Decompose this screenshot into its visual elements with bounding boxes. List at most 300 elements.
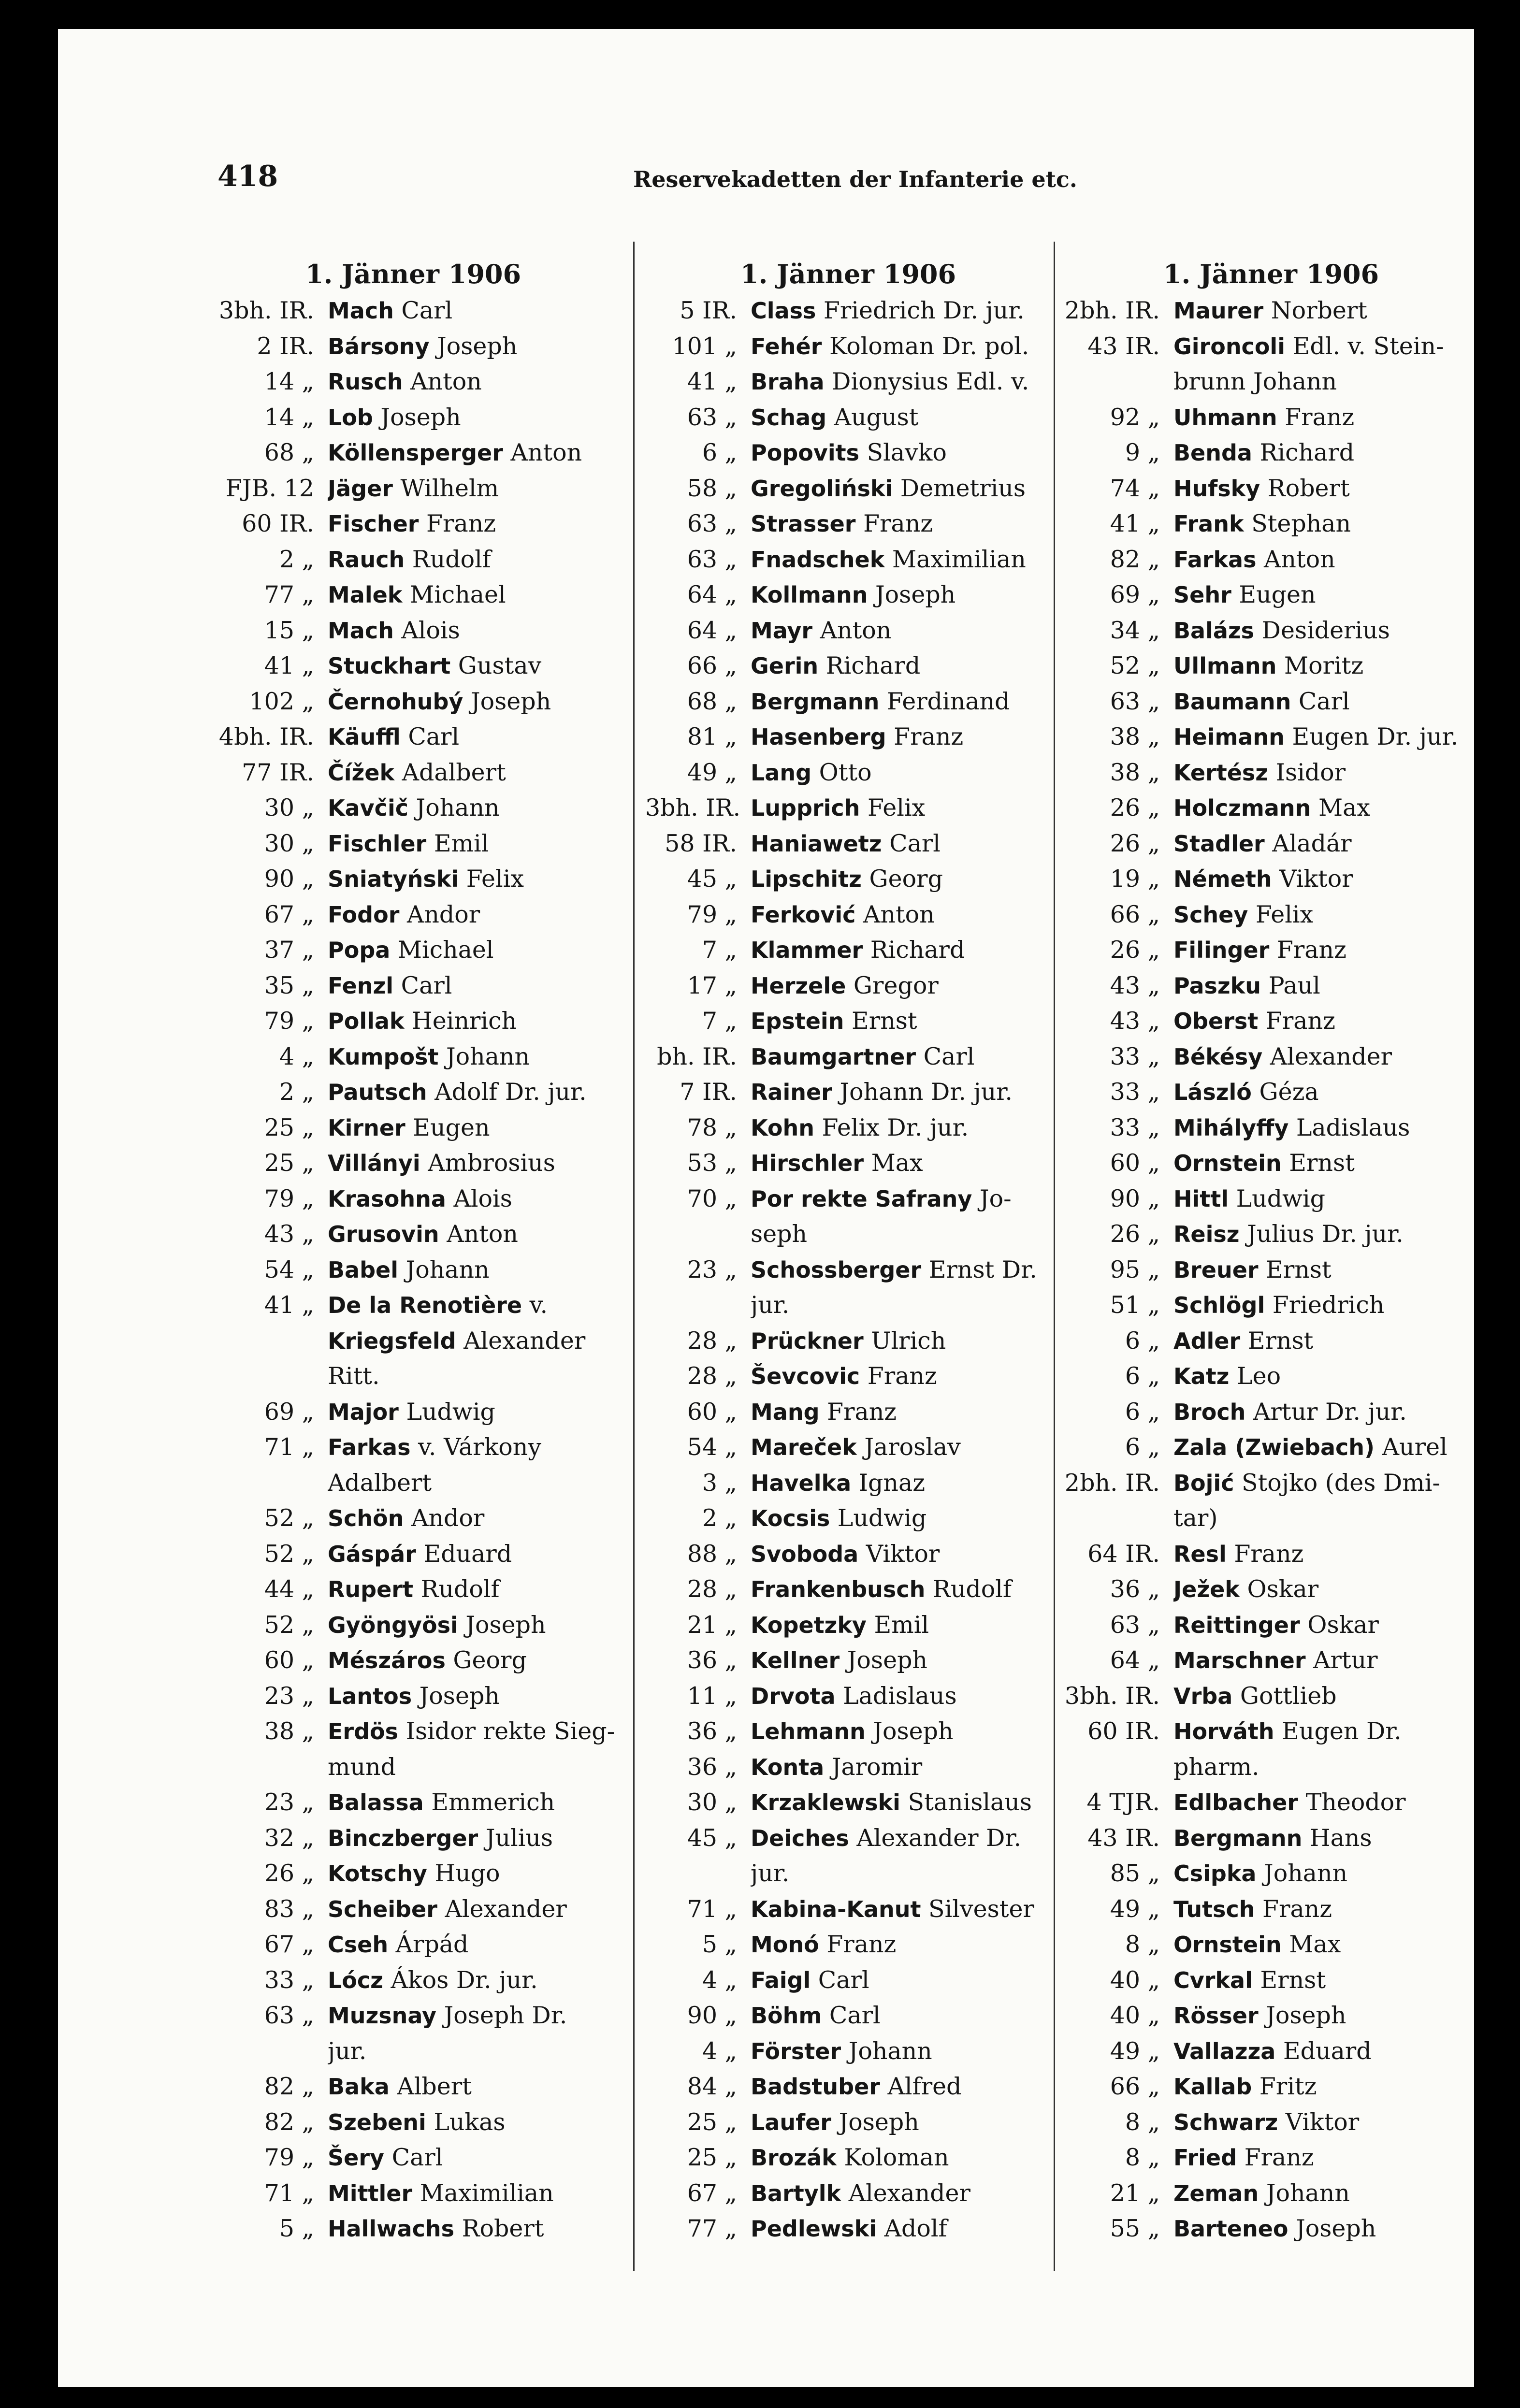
spacer [314,2033,328,2069]
given-name: Franz [419,510,496,537]
unit-label: 64 „ [1110,1646,1160,1674]
list-entry [203,1856,623,1891]
given-name: Franz [1269,936,1346,964]
unit-label: 78 „ [687,1113,737,1141]
given-name: Slavko [859,439,947,466]
person-name [751,1465,1051,1501]
list-entry [645,719,1051,755]
given-name: Moritz [1276,652,1364,679]
column-title: 1. Jänner 1906 [1163,259,1379,289]
surname: Rauch [328,546,405,573]
unit-label: 82 „ [264,2073,314,2100]
list-entry [645,400,1051,435]
unit-label: 79 „ [264,1184,314,1212]
surname: Pautsch [328,1079,427,1105]
surname: Adler [1173,1327,1241,1354]
surname: Kollmann [751,582,868,608]
spacer [737,613,751,649]
unit-label: 32 „ [264,1824,314,1852]
list-entry [203,1429,623,1465]
spacer [737,293,751,329]
unit-label: 49 „ [687,758,737,786]
surname: Békésy [1173,1043,1263,1070]
spacer [1160,1039,1173,1075]
list-entry [203,1927,623,1962]
spacer [1160,1998,1173,2033]
surname: Lob [328,404,373,431]
list-entry [203,1039,623,1075]
given-name: Gregor [846,971,939,999]
list-entry [1063,1678,1479,1714]
spacer [1160,2176,1173,2211]
surname: Mayr [751,617,813,644]
person-name [1173,329,1479,364]
person-name [751,435,1051,471]
list-entry-continuation [1063,1749,1479,1785]
spacer [737,1714,751,1749]
surname: Laufer [751,2109,831,2135]
unit-label: 92 „ [1110,403,1160,431]
given-name: Franz [819,1398,897,1426]
surname: Kotschy [328,1860,427,1887]
given-name: Leo [1229,1362,1281,1390]
list-entry [1063,1891,1479,1927]
list-entry [203,506,623,542]
unit-label: 4 TJR. [1086,1788,1160,1816]
unit-label: 60 „ [1110,1149,1160,1177]
list-entry [1063,684,1479,720]
given-name: Isidor rekte Sieg- [398,1717,615,1745]
list-entry [645,1536,1051,1572]
unit-label: 4 „ [702,1966,737,1994]
unit-label: 7 IR. [680,1078,737,1106]
spacer [314,542,328,577]
spacer [737,897,751,933]
list-entry [1063,1003,1479,1039]
unit-label [645,1856,737,1891]
given-name: Joseph [373,403,461,431]
unit-label: 41 „ [264,652,314,679]
list-entry [1063,2176,1479,2211]
spacer [1160,329,1173,364]
given-name: Paul [1261,971,1320,999]
given-name: Adolf [877,2215,947,2242]
person-name [1173,1287,1479,1323]
unit-label [645,1216,737,1252]
given-name: Albert [389,2073,472,2100]
list-entry [645,577,1051,613]
surname: Lipschitz [751,866,862,892]
given-name: Anton [1256,545,1335,573]
spacer [737,1394,751,1430]
list-entry [203,542,623,577]
given-name: Jaroslav [856,1433,961,1461]
person-name [751,1039,1051,1075]
unit-label: 26 „ [264,1860,314,1887]
given-name: Michael [402,581,506,608]
person-name [751,684,1051,720]
surname: Käuffl [328,724,401,750]
unit-label: 8 „ [1125,1931,1160,1958]
surname: Scheiber [328,1896,437,1922]
given-name: Anton [812,616,892,644]
spacer [1160,968,1173,1004]
list-entry [645,1607,1051,1643]
unit-label: 30 „ [264,794,314,822]
person-name [751,1216,1051,1252]
unit-label: 102 „ [249,687,314,715]
person-name [751,826,1051,862]
unit-label: 90 „ [264,865,314,893]
surname: Epstein [751,1008,844,1034]
given-name: Franz [1255,1895,1332,1923]
surname: Heimann [1173,724,1285,750]
unit-label: 71 „ [687,1895,737,1923]
given-name: Gottlieb [1232,1682,1337,1710]
spacer [1160,1323,1173,1359]
person-name [751,1323,1051,1359]
list-entry [1063,1820,1479,1856]
spacer [737,2140,751,2176]
unit-label: 37 „ [264,936,314,964]
person-name [751,1607,1051,1643]
spacer [314,1216,328,1252]
surname: Frankenbusch [751,1576,926,1602]
list-entry [1063,1039,1479,1075]
unit-label: 66 „ [1110,900,1160,928]
person-name [328,1500,623,1536]
given-name: Ferdinand [879,687,1010,715]
unit-label: 58 „ [687,474,737,502]
given-name: Carl [393,971,452,999]
surname: Hallwachs [328,2216,455,2242]
spacer [1160,1643,1173,1678]
list-entry [203,435,623,471]
given-name: Ignaz [851,1469,926,1497]
spacer [1160,1714,1173,1749]
surname: Mach [328,617,394,644]
surname: Klammer [751,937,863,963]
unit-label: 41 „ [264,1291,314,1319]
list-entry [645,1003,1051,1039]
person-name [751,2211,1051,2247]
unit-label: 63 „ [687,545,737,573]
person-name [328,861,623,897]
spacer [737,1358,751,1394]
person-name [1173,1927,1479,1962]
person-name [751,2105,1051,2140]
unit-label: 3bh. IR. [645,794,741,822]
list-entry [203,1287,623,1323]
unit-label: bh. IR. [657,1042,737,1070]
surname: Oberst [1173,1008,1259,1034]
given-name: Eugen Dr. [1274,1717,1402,1745]
unit-label: 30 „ [264,829,314,857]
spacer [737,1323,751,1359]
list-entry [203,1145,623,1181]
list-entry [1063,506,1479,542]
given-name: Richard [1252,439,1355,466]
unit-label: 33 „ [1110,1078,1160,1106]
list-entry [645,1074,1051,1110]
given-name: Julius [478,1824,553,1852]
person-name [328,400,623,435]
person-name [328,293,623,329]
unit-label: 26 „ [1110,1220,1160,1248]
unit-label: 26 „ [1110,794,1160,822]
surname: Gyöngyösi [328,1612,458,1638]
list-entry [645,648,1051,684]
person-name [328,1643,623,1678]
person-name [751,293,1051,329]
surname: Kabina-Kanut [751,1896,921,1922]
surname: Schey [1173,901,1248,928]
given-name: Oskar [1300,1611,1379,1639]
list-entry [203,1572,623,1607]
surname: Cvrkal [1173,1967,1253,1993]
given-name: Carl [882,829,941,857]
person-name [1173,826,1479,862]
spacer [314,471,328,506]
surname: Fnadschek [751,546,885,573]
person-name [751,613,1051,649]
spacer [1160,471,1173,506]
unit-label: 5 „ [702,1931,737,1958]
unit-label: 23 „ [264,1788,314,1816]
list-entry [645,1323,1051,1359]
list-entry [1063,968,1479,1004]
given-name: v. [522,1291,548,1319]
unit-label: 36 „ [1110,1575,1160,1603]
unit-label: 49 „ [1110,2037,1160,2065]
spacer [314,1785,328,1820]
list-entry [203,897,623,933]
unit-label: 79 „ [264,2144,314,2171]
given-name: Joseph [429,332,518,360]
given-name: Georg [861,865,943,893]
list-entry [645,1572,1051,1607]
surname: Maurer [1173,298,1264,324]
unit-label: 63 „ [687,403,737,431]
spacer [314,755,328,791]
list-entry [203,2211,623,2247]
person-name [751,1678,1051,1714]
surname: Haniawetz [751,830,882,857]
surname: Mareček [751,1434,857,1460]
surname: Krzaklewski [751,1789,900,1816]
spacer [1160,293,1173,329]
unit-label: 88 „ [687,1540,737,1568]
person-name [328,1145,623,1181]
unit-label: 64 „ [687,616,737,644]
person-name [751,364,1051,400]
spacer [314,1287,328,1323]
person-name [751,1074,1051,1110]
given-name: Franz [819,1931,897,1958]
person-name [1173,1678,1479,1714]
given-name: Franz [860,1362,937,1390]
person-name [1173,293,1479,329]
unit-label: 52 „ [264,1540,314,1568]
unit-label: 5 IR. [680,297,737,324]
surname: Monó [751,1932,819,1958]
unit-label: 82 „ [264,2108,314,2136]
list-entry [203,329,623,364]
spacer [314,861,328,897]
given-name: Johann Dr. jur. [832,1078,1013,1106]
given-name: Ladislaus [1288,1113,1410,1141]
person-name [328,1110,623,1146]
person-name [328,1998,623,2033]
spacer [1160,648,1173,684]
spacer [1160,684,1173,720]
surname: Szebeni [328,2109,426,2135]
spacer [314,435,328,471]
list-entry [645,1643,1051,1678]
list-entry [1063,1572,1479,1607]
unit-label [203,1323,314,1359]
given-name: Eugen Dr. jur. [1284,723,1459,750]
list-entry [1063,1536,1479,1572]
list-entry [1063,2140,1479,2176]
given-name: Rudolf [925,1575,1012,1603]
given-name: Joseph [868,581,956,608]
unit-label: 69 „ [1110,581,1160,608]
spacer [737,1145,751,1181]
spacer [737,542,751,577]
person-name [1173,1891,1479,1927]
unit-label: 43 „ [264,1220,314,1248]
given-name: Árpád [388,1931,469,1958]
spacer [1160,2211,1173,2247]
surname: Popovits [751,440,859,466]
list-entry [645,1039,1051,1075]
person-name [328,1039,623,1075]
spacer [1160,755,1173,791]
spacer [737,1181,751,1217]
surname: Faigl [751,1967,811,1993]
unit-label: FJB. 12 [225,474,314,502]
spacer [314,1820,328,1856]
list-entry [1063,1216,1479,1252]
unit-label: 21 „ [687,1611,737,1639]
given-name: Edl. v. Stein- [1285,332,1444,360]
list-entry [645,897,1051,933]
given-name: Joseph [1288,2215,1376,2242]
surname: Fischler [328,830,427,857]
surname: Barteneo [1173,2216,1288,2242]
spacer [737,684,751,720]
unit-label: 68 „ [687,687,737,715]
spacer [1160,1820,1173,1856]
person-name [1173,1998,1479,2033]
surname: Popa [328,937,391,963]
person-name [751,648,1051,684]
person-name [328,1714,623,1749]
list-entry-continuation [645,1287,1051,1323]
given-name: Ernst [1281,1149,1355,1177]
given-name: Joseph Dr. [436,2002,567,2029]
person-name [751,968,1051,1004]
person-name [328,897,623,933]
list-entry-continuation [203,1749,623,1785]
person-name [751,719,1051,755]
unit-label: 14 „ [264,403,314,431]
person-name [751,897,1051,933]
list-entry [1063,293,1479,329]
person-name [1173,435,1479,471]
given-name: Alois [393,616,460,644]
surname: Kopetzky [751,1612,867,1638]
person-name [1173,542,1479,577]
spacer [1160,1252,1173,1288]
unit-label: 23 „ [264,1682,314,1710]
person-name [751,1287,1051,1323]
list-entry [645,2069,1051,2105]
list-entry [203,1678,623,1714]
surname: Čížek [328,759,395,786]
list-entry [645,1429,1051,1465]
surname: Mihályffy [1173,1114,1289,1141]
unit-label: 90 „ [1110,1184,1160,1212]
surname: Pedlewski [751,2216,877,2242]
spacer [737,932,751,968]
person-name [751,1394,1051,1430]
unit-label: 52 „ [264,1611,314,1639]
surname: Stadler [1173,830,1265,857]
given-name: Adolf Dr. jur. [427,1078,587,1106]
person-name [328,2176,623,2211]
given-name: v. Várkony [410,1433,542,1461]
list-entry [203,1643,623,1678]
surname: Badstuber [751,2074,880,2100]
surname: Rainer [751,1079,832,1105]
spacer [737,1643,751,1678]
list-entry [203,613,623,649]
person-name [328,364,623,400]
given-name: Georg [445,1646,527,1674]
person-name [328,790,623,826]
surname: László [1173,1079,1252,1105]
list-entry [1063,1465,1479,1501]
list-entry [1063,1287,1479,1323]
list-entry [203,648,623,684]
spacer [314,1856,328,1891]
spacer [1160,2105,1173,2140]
list-entry [645,1714,1051,1749]
spacer [737,1678,751,1714]
person-name [328,542,623,577]
list-entry [1063,400,1479,435]
given-name: jur. [328,2037,367,2065]
given-name: seph [751,1220,808,1248]
spacer [737,1074,751,1110]
list-entry [645,1358,1051,1394]
unit-label: 4 „ [702,2037,737,2065]
spacer [737,755,751,791]
surname: Schag [751,404,827,431]
given-name: Felix [860,794,926,822]
spacer [314,1252,328,1288]
unit-label: 38 „ [264,1717,314,1745]
surname: Rösser [1173,2003,1259,2029]
list-entry [645,542,1051,577]
surname: Muzsnay [328,2003,437,2029]
surname: Schossberger [751,1256,922,1283]
spacer [737,1820,751,1856]
list-entry [203,719,623,755]
spacer [1160,364,1173,400]
